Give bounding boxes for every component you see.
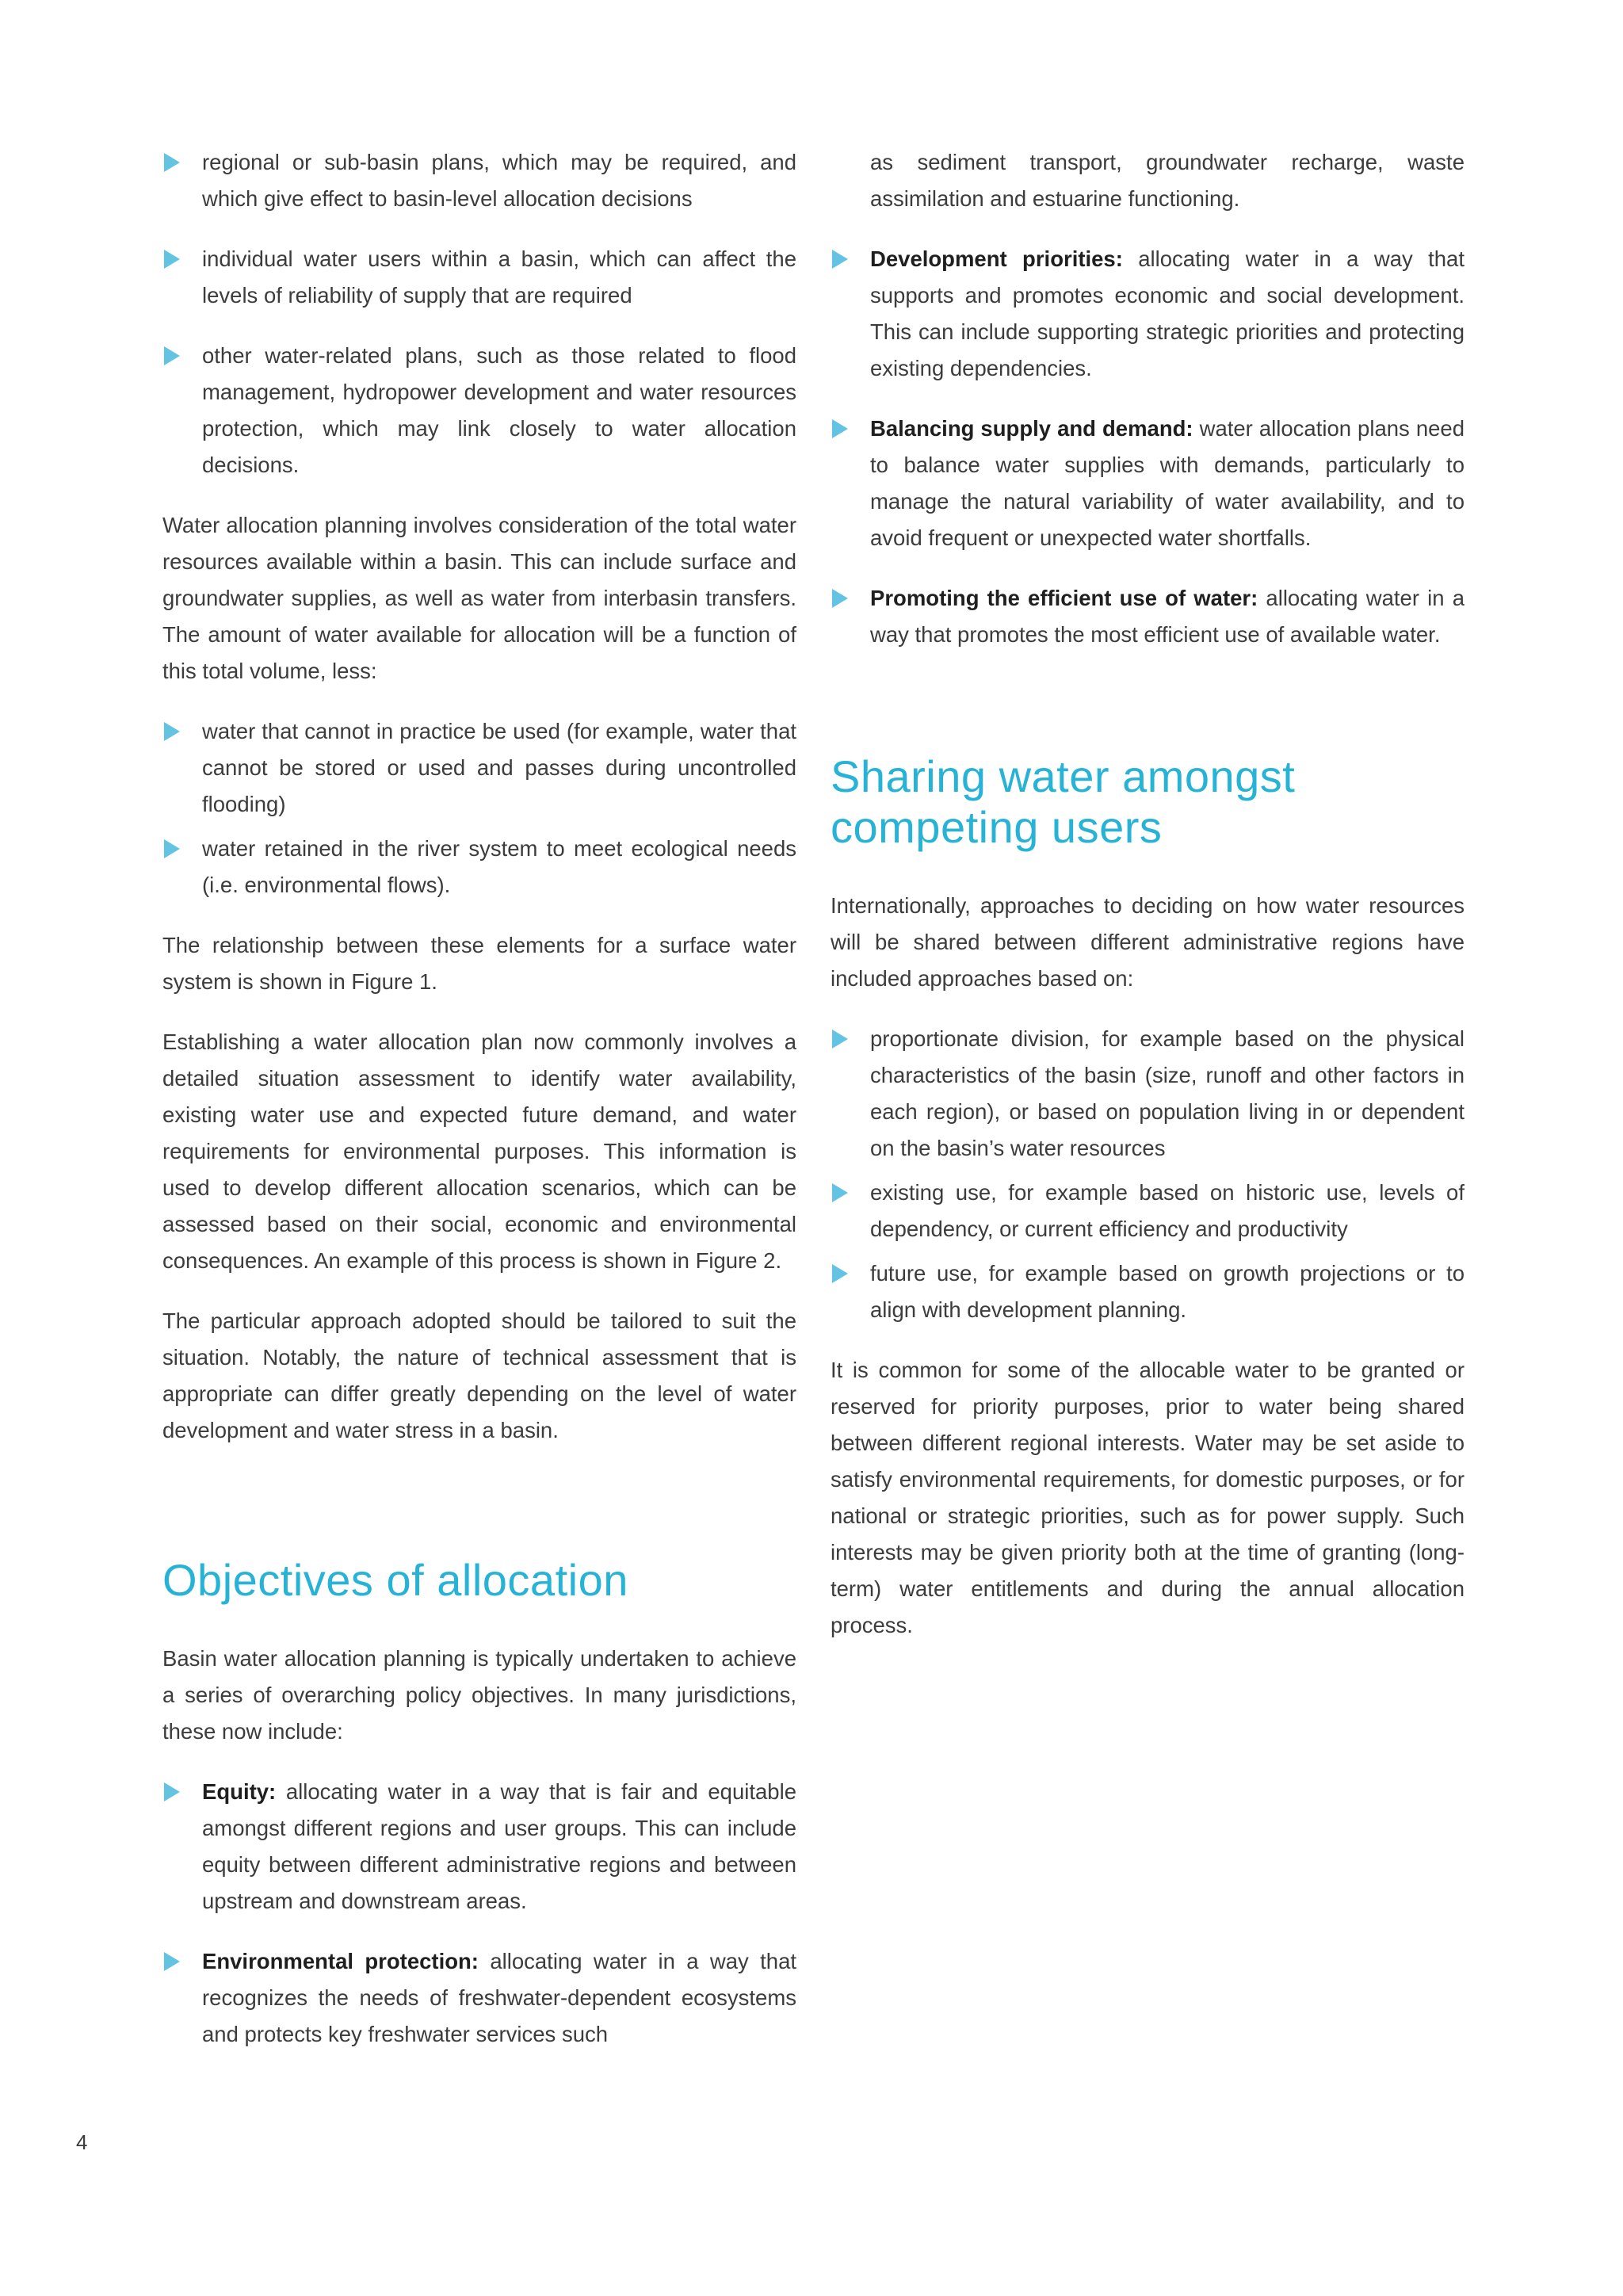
objective-text: allocating water in a way that recognizes the needs of freshwater-dependent ecosystems and protects key freshwater services such <box>202 1949 797 2046</box>
bullet-arrow-icon <box>164 153 180 172</box>
list-item <box>831 1021 1465 1167</box>
bullet-arrow-icon <box>832 419 848 438</box>
list-item-text: water retained in the river system to meet ecological needs (i.e. environmental flows). <box>202 836 796 897</box>
bullet-list-objectives-left <box>162 1774 796 2053</box>
bullet-arrow-icon <box>164 839 180 858</box>
list-item-text: future use, for example based on growth projections or to align with development planning. <box>870 1261 1465 1322</box>
bullet-list-plans <box>162 144 796 483</box>
list-item-text: individual water users within a basin, which can affect the levels of reliability of supply that are required <box>202 246 796 308</box>
paragraph-continuation: as sediment transport, groundwater recharge, waste assimilation and estuarine functioning. <box>870 150 1465 211</box>
objective-lead: Development priorities: <box>870 246 1123 271</box>
paragraph-common-priority: It is common for some of the allocable water to be granted or reserved for priority purposes, prior to water being shared between different regional interests. Water may be set aside to satisfy environmental requirements, for domestic purposes, or for national or strategic priorities, such as for power supply. Such interests may be given priority both at the time of granting (long-term) water entitlements and during the annual allocation process. <box>831 1358 1465 1637</box>
objective-lead: Balancing supply and demand: <box>870 416 1193 441</box>
bullet-arrow-icon <box>164 722 180 741</box>
bullet-arrow-icon <box>164 250 180 269</box>
bullet-list-objectives-right <box>831 241 1465 653</box>
list-item <box>162 831 796 904</box>
list-item <box>831 580 1465 653</box>
paragraph-relationship: The relationship between these elements for a surface water system is shown in Figure 1. <box>162 933 796 994</box>
objective-text: allocating water in a way that is fair and equitable amongst different regions and user groups. This can include equity between different administrative regions and between upstream and downstream areas. <box>202 1779 796 1913</box>
heading-objectives-of-allocation: Objectives of allocation <box>162 1555 628 1605</box>
list-item <box>831 1175 1465 1247</box>
bullet-arrow-icon <box>832 589 848 608</box>
paragraph-establishing: Establishing a water allocation plan now commonly involves a detailed situation assessment to identify water availability, existing water use and expected future demand, and water requirements for environmental purposes. This information is used to develop different allocation scenarios, which can be assessed based on their social, economic and environmental consequences. An example of this process is shown in Figure 2. <box>162 1030 796 1273</box>
bullet-arrow-icon <box>832 1183 848 1202</box>
page-number: 4 <box>76 2130 88 2154</box>
list-item <box>831 1255 1465 1328</box>
list-item-text: regional or sub-basin plans, which may be required, and which give effect to basin-level allocation decisions <box>202 150 796 211</box>
list-item <box>162 144 796 217</box>
paragraph-total-resources: Water allocation planning involves consideration of the total water resources available within a basin. This can include surface and groundwater supplies, as well as water from interbasin transfers. The amount of water available for allocation will be a function of this total volume, less: <box>162 513 796 683</box>
bullet-arrow-icon <box>832 250 848 269</box>
list-item-text: existing use, for example based on historic use, levels of dependency, or current efficiency and productivity <box>870 1180 1465 1241</box>
left-column <box>162 144 796 2076</box>
list-item <box>162 241 796 314</box>
objective-lead: Equity: <box>202 1779 277 1804</box>
bullet-arrow-icon <box>832 1030 848 1049</box>
list-item <box>162 338 796 483</box>
paragraph-particular-approach: The particular approach adopted should be tailored to suit the situation. Notably, the nature of technical assessment that is appropriate can differ greatly depending on the level of water development and water stress in a basin. <box>162 1308 796 1442</box>
right-column <box>831 144 1465 1668</box>
objective-lead: Promoting the efficient use of water: <box>870 586 1258 610</box>
list-item <box>831 411 1465 556</box>
bullet-arrow-icon <box>164 346 180 365</box>
list-item <box>162 1943 796 2053</box>
paragraph-objectives-intro: Basin water allocation planning is typically undertaken to achieve a series of overarching policy objectives. In many jurisdictions, these now include: <box>162 1646 796 1744</box>
objective-text: allocating water in a way that promotes the most efficient use of available water. <box>870 586 1465 647</box>
objective-text: water allocation plans need to balance water supplies with demands, particularly to manage the natural variability of water availability, and to avoid frequent or unexpected water shortfalls. <box>870 416 1465 550</box>
list-item-text: proportionate division, for example based on the physical characteristics of the basin (size, runoff and other factors in each region), or based on population living in or dependent on the basin’s water resources <box>870 1026 1465 1160</box>
bullet-list-approaches <box>831 1021 1465 1328</box>
paragraph-internationally: Internationally, approaches to deciding on how water resources will be shared between different administrative regions have included approaches based on: <box>831 893 1465 991</box>
list-item <box>831 241 1465 387</box>
objective-lead: Environmental protection: <box>202 1949 479 1973</box>
list-item <box>162 1774 796 1920</box>
objective-text: allocating water in a way that supports and promotes economic and social development. This can include supporting strategic priorities and protecting existing dependencies. <box>870 246 1465 380</box>
list-item <box>162 713 796 823</box>
heading-sharing-water: Sharing water amongst competing users <box>831 751 1296 852</box>
bullet-arrow-icon <box>164 1782 180 1801</box>
list-item-text: water that cannot in practice be used (for example, water that cannot be stored or used and passes during uncontrolled flooding) <box>202 719 796 816</box>
list-item-text: other water-related plans, such as those related to flood management, hydropower development and water resources protection, which may link closely to water allocation decisions. <box>202 343 796 477</box>
bullet-arrow-icon <box>832 1264 848 1283</box>
bullet-arrow-icon <box>164 1952 180 1971</box>
bullet-list-less <box>162 713 796 904</box>
